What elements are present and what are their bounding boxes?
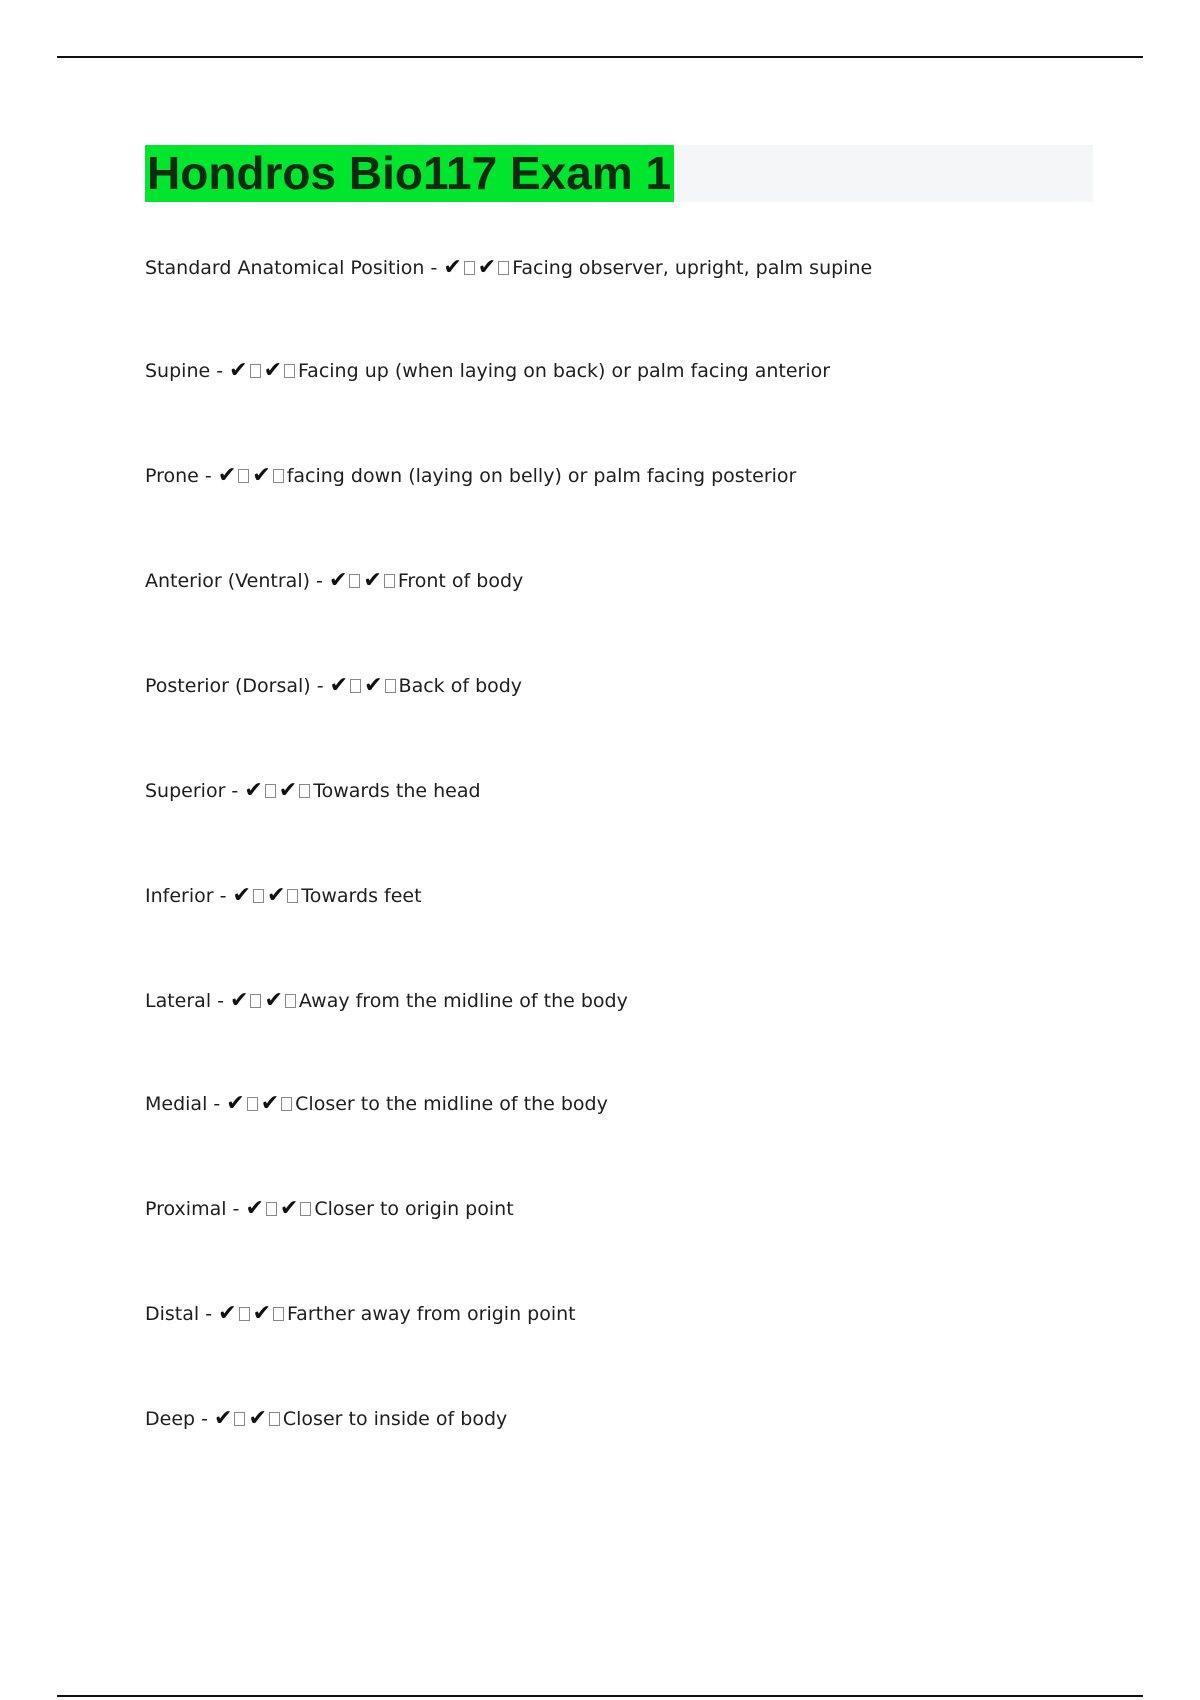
check-icon: ✔: [214, 1406, 233, 1431]
check-icon: ✔: [232, 883, 251, 908]
check-icon: ✔: [244, 778, 263, 803]
check-icon: ✔: [260, 1091, 280, 1116]
term-label: Prone: [145, 465, 199, 487]
missing-glyph-box-icon: [299, 784, 310, 798]
term-separator: -: [198, 465, 218, 487]
missing-glyph-box-icon: [265, 784, 276, 798]
term-definition: Farther away from origin point: [287, 1303, 576, 1325]
term-entry: [145, 359, 830, 383]
missing-glyph-box-icon: [287, 889, 298, 903]
missing-glyph-box-icon: [285, 994, 296, 1008]
term-definition: facing down (laying on belly) or palm facing posterior: [286, 465, 797, 487]
check-icon: ✔: [248, 1406, 267, 1431]
term-entry: [145, 674, 522, 698]
missing-glyph-box-icon: [239, 1307, 250, 1321]
missing-glyph-box-icon: [498, 261, 509, 275]
term-entry: [145, 1302, 576, 1326]
check-icon: ✔: [229, 358, 248, 383]
term-label: Posterior (Dorsal): [145, 675, 311, 697]
term-separator: -: [226, 1198, 246, 1220]
term-separator: -: [310, 570, 329, 592]
top-rule: [57, 56, 1143, 58]
term-entry: [145, 884, 422, 908]
term-label: Proximal: [145, 1198, 227, 1220]
term-separator: -: [199, 1303, 219, 1325]
check-icon: ✔: [266, 883, 286, 908]
bottom-rule: [57, 1695, 1143, 1697]
term-definition: Closer to origin point: [314, 1198, 514, 1220]
missing-glyph-box-icon: [273, 469, 284, 483]
term-separator: -: [225, 780, 245, 802]
term-definition: Facing up (when laying on back) or palm facing anterior: [298, 360, 831, 382]
term-entry: [145, 256, 872, 280]
term-separator: -: [195, 1408, 215, 1430]
term-label: Supine: [145, 360, 211, 382]
check-icon: ✔: [443, 255, 462, 280]
check-icon: ✔: [364, 673, 383, 698]
term-separator: -: [207, 1093, 227, 1115]
check-icon: ✔: [278, 778, 298, 803]
term-definition: Front of body: [397, 570, 524, 592]
term-separator: -: [211, 990, 231, 1012]
term-label: Distal: [145, 1303, 200, 1325]
missing-glyph-box-icon: [384, 574, 395, 588]
term-label: Lateral: [145, 990, 212, 1012]
missing-glyph-box-icon: [284, 364, 295, 378]
missing-glyph-box-icon: [250, 994, 261, 1008]
check-icon: ✔: [226, 1091, 245, 1116]
term-definition: Closer to inside of body: [282, 1408, 508, 1430]
missing-glyph-box-icon: [350, 679, 361, 693]
check-icon: ✔: [217, 463, 237, 488]
term-separator: -: [213, 885, 233, 907]
missing-glyph-box-icon: [238, 469, 249, 483]
missing-glyph-box-icon: [250, 364, 261, 378]
term-label: Deep: [145, 1408, 196, 1430]
term-separator: -: [310, 675, 330, 697]
document-title: Hondros Bio117 Exam 1: [145, 145, 674, 202]
term-entry: [145, 569, 523, 593]
check-icon: ✔: [252, 463, 271, 488]
term-label: Standard Anatomical Position: [145, 257, 425, 279]
check-icon: ✔: [279, 1196, 299, 1221]
term-label: Medial: [145, 1093, 208, 1115]
missing-glyph-box-icon: [300, 1202, 311, 1216]
check-icon: ✔: [477, 255, 497, 280]
term-entry: [145, 1407, 507, 1431]
term-entry: [145, 779, 481, 803]
check-icon: ✔: [329, 673, 349, 698]
missing-glyph-box-icon: [266, 1202, 277, 1216]
term-definition: Towards feet: [301, 885, 422, 907]
check-icon: ✔: [263, 358, 282, 383]
term-definition: Closer to the midline of the body: [295, 1093, 608, 1115]
missing-glyph-box-icon: [234, 1412, 245, 1426]
missing-glyph-box-icon: [281, 1097, 292, 1111]
term-entry: [145, 464, 796, 488]
term-entry: [145, 1092, 608, 1116]
missing-glyph-box-icon: [273, 1307, 284, 1321]
missing-glyph-box-icon: [247, 1097, 258, 1111]
missing-glyph-box-icon: [269, 1412, 280, 1426]
check-icon: ✔: [218, 1301, 237, 1326]
check-icon: ✔: [230, 988, 249, 1013]
term-entry: [145, 989, 628, 1013]
term-label: Anterior (Ventral): [145, 570, 311, 592]
check-icon: ✔: [328, 568, 348, 593]
term-entry: [145, 1197, 514, 1221]
term-label: Superior: [145, 780, 226, 802]
check-icon: ✔: [252, 1301, 271, 1326]
term-label: Inferior: [145, 885, 214, 907]
missing-glyph-box-icon: [385, 679, 396, 693]
term-definition: Away from the midline of the body: [298, 990, 628, 1012]
missing-glyph-box-icon: [464, 261, 475, 275]
missing-glyph-box-icon: [349, 574, 360, 588]
term-definition: Facing observer, upright, palm supine: [512, 257, 873, 279]
term-separator: -: [210, 360, 230, 382]
term-definition: Back of body: [398, 675, 523, 697]
check-icon: ✔: [363, 568, 382, 593]
term-separator: -: [424, 257, 444, 279]
missing-glyph-box-icon: [253, 889, 264, 903]
check-icon: ✔: [245, 1196, 264, 1221]
check-icon: ✔: [264, 988, 283, 1013]
term-definition: Towards the head: [313, 780, 481, 802]
